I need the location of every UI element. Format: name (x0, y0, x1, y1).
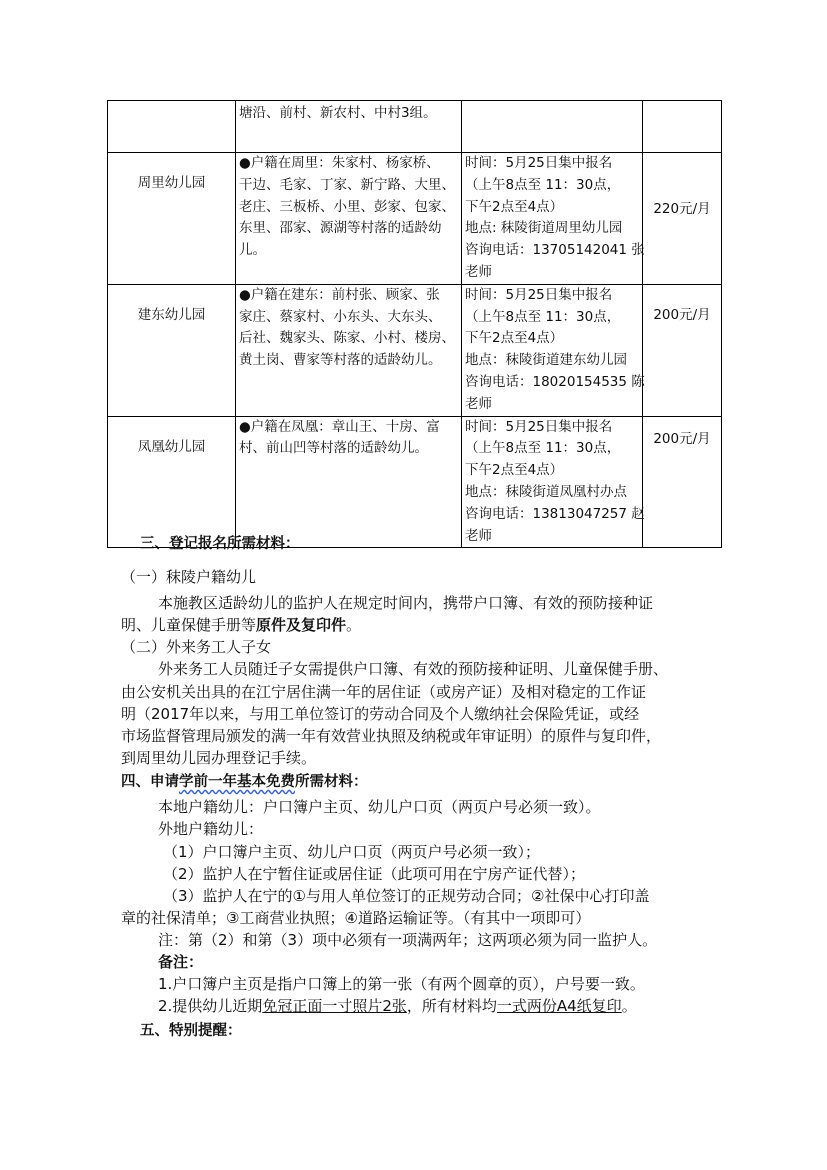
table-row (108, 284, 722, 416)
villages-cell (236, 416, 462, 548)
section-3-paragraph-2-line: 由公安机关出具的在江宁居住满一年的居住证（或房产证）及相对稳定的工作证 (121, 683, 647, 701)
time-line: 时间：5月25日集中报名 (465, 418, 613, 435)
kindergarten-name-cell: 建东幼儿园 (108, 284, 236, 416)
fee-cell: 200元/月 (643, 416, 722, 548)
fee-cell (643, 101, 722, 153)
villages-line: ●户籍在凤凰：章山王、十房、富 (239, 418, 440, 435)
enrollment-table (107, 100, 722, 548)
villages-line: 村、前山凹等村落的适龄幼儿。 (239, 440, 428, 457)
text-run: 四、申请 (121, 774, 179, 790)
kindergarten-name-cell: 凤凰幼儿园 (108, 416, 236, 548)
time-line: 下午2点至4点） (465, 330, 564, 347)
text-run: 。 (621, 997, 637, 1015)
remark-1: 1.户口簿户主页是指户口簿上的第一张（有两个圆章的页），户号要一致。 (158, 975, 645, 993)
section-4-heading (121, 771, 368, 794)
contact-line: 老师 (465, 527, 492, 544)
time-line: 下午2点至4点） (465, 462, 564, 479)
highlight-preschool-free: 学前一年基本免费 (179, 774, 295, 790)
villages-line: 塘沿、前村、新农村、中村3组。 (239, 105, 437, 121)
villages-cell (236, 284, 462, 416)
text-run: 2.提供幼儿近期 (158, 997, 263, 1015)
emphasis-originals-copies: 原件及复印件 (256, 616, 347, 634)
time-line: （上午8点至 11：30点， (465, 308, 621, 325)
location-line: 地点：秣陵街道凤凰村办点 (465, 483, 627, 500)
section-3-paragraph-1-line-1: 本施教区适龄幼儿的监护人在规定时间内，携带户口簿、有效的预防接种证 (158, 594, 654, 612)
phone-line: 咨询电话：13813047257 赵 (465, 505, 645, 522)
section-3-paragraph-2-line: 到周里幼儿园办理登记手续。 (121, 749, 317, 767)
requirement-item-2: （2）监护人在宁暂住证或居住证（此项可用在宁房产证代替）； (163, 865, 586, 883)
time-line: 时间：5月25日集中报名 (465, 286, 613, 303)
local-residents-line: 本地户籍幼儿：户口簿户主页、幼儿户口页（两页户号必须一致）。 (158, 798, 601, 816)
time-line: （上午8点至 11：30点， (465, 176, 621, 193)
phone-line: 咨询电话：13705142041 张 (465, 242, 645, 259)
remark-label: 备注： (158, 953, 204, 971)
time-location-cell (462, 153, 643, 285)
contact-line: 老师 (465, 263, 492, 280)
requirement-item-1: （1）户口簿户主页、幼儿户口页（两页户号必须一致）； (163, 843, 541, 861)
nonlocal-residents-label: 外地户籍幼儿： (158, 820, 264, 838)
villages-line: ●户籍在建东：前村张、顾家、张 (239, 286, 440, 303)
villages-line: 儿。 (239, 242, 266, 259)
villages-cell (236, 153, 462, 285)
text-run: 所需材料： (295, 774, 368, 790)
fee-cell: 200元/月 (643, 284, 722, 416)
time-location-cell (462, 416, 643, 548)
time-location-cell (462, 284, 643, 416)
location-line: 地点: 秣陵街道周里幼儿园 (465, 220, 623, 237)
section-3-paragraph-1-line-2 (121, 614, 361, 637)
villages-line: 东里、邵家、源湖等村落的适龄幼 (239, 220, 442, 237)
text-run: 。 (346, 616, 362, 634)
underlined-photo-requirement: 免冠正面一寸照片2张 (262, 997, 407, 1015)
text-run: ，所有材料均 (406, 997, 497, 1015)
villages-line: 干边、毛家、丁家、新宁路、大里、 (239, 176, 455, 193)
kindergarten-name-cell: 周里幼儿园 (108, 153, 236, 285)
text-run: 明、儿童保健手册等 (121, 616, 257, 634)
section-3-paragraph-2-line: 外来务工人员随迁子女需提供户口簿、有效的预防接种证明、儿童保健手册、 (158, 660, 669, 678)
table-row (108, 416, 722, 548)
phone-line: 咨询电话：18020154535 陈 (465, 373, 645, 390)
requirement-item-3-line-1: （3）监护人在宁的①与用人单位签订的正规劳动合同；②社保中心打印盖 (163, 887, 650, 905)
section-3-sub-2: （二）外来务工人子女 (121, 638, 272, 656)
villages-line: ●户籍在周里：朱家村、杨家桥、 (239, 155, 440, 171)
villages-line: 后社、魏家头、陈家、小村、楼房、 (239, 330, 455, 347)
requirement-item-3-line-2: 章的社保清单；③工商营业执照；④道路运输证等。（有其中一项即可） (121, 909, 591, 927)
underlined-copy-requirement: 一式两份A4纸复印 (496, 997, 622, 1015)
time-line: 下午2点至4点） (465, 198, 564, 215)
table-row (108, 101, 722, 153)
villages-line: 黄土岗、曹家等村落的适龄幼儿。 (239, 352, 442, 369)
section-5-heading: 五、特别提醒： (140, 1023, 242, 1039)
location-line: 地点：秣陵街道建东幼儿园 (465, 352, 627, 369)
section-3-paragraph-2-line: 市场监督管理局颁发的满一年有效营业执照及纳税或年审证明）的原件与复印件， (121, 727, 662, 745)
contact-line: 老师 (465, 395, 492, 412)
villages-line: 家庄、蔡家村、小东头、大东头、 (239, 308, 442, 325)
time-location-cell (462, 101, 643, 153)
kindergarten-name-cell (108, 101, 236, 153)
time-line: 时间：5月25日集中报名 (465, 155, 613, 171)
note-line: 注：第（2）和第（3）项中必须有一项满两年；这两项必须为同一监护人。 (158, 931, 658, 949)
fee-cell: 220元/月 (643, 153, 722, 285)
table-row (108, 153, 722, 285)
remark-2 (158, 995, 637, 1018)
time-line: （上午8点至 11：30点， (465, 440, 621, 457)
section-3-paragraph-2-line: 明（2017年以来，与用工单位签订的劳动合同及个人缴纳社会保险凭证，或经 (121, 705, 640, 723)
section-3-sub-1: （一）秣陵户籍幼儿 (121, 568, 257, 586)
section-3-heading: 三、登记报名所需材料： (140, 536, 300, 552)
villages-line: 老庄、三板桥、小里、彭家、包家、 (239, 198, 455, 215)
villages-cell (236, 101, 462, 153)
